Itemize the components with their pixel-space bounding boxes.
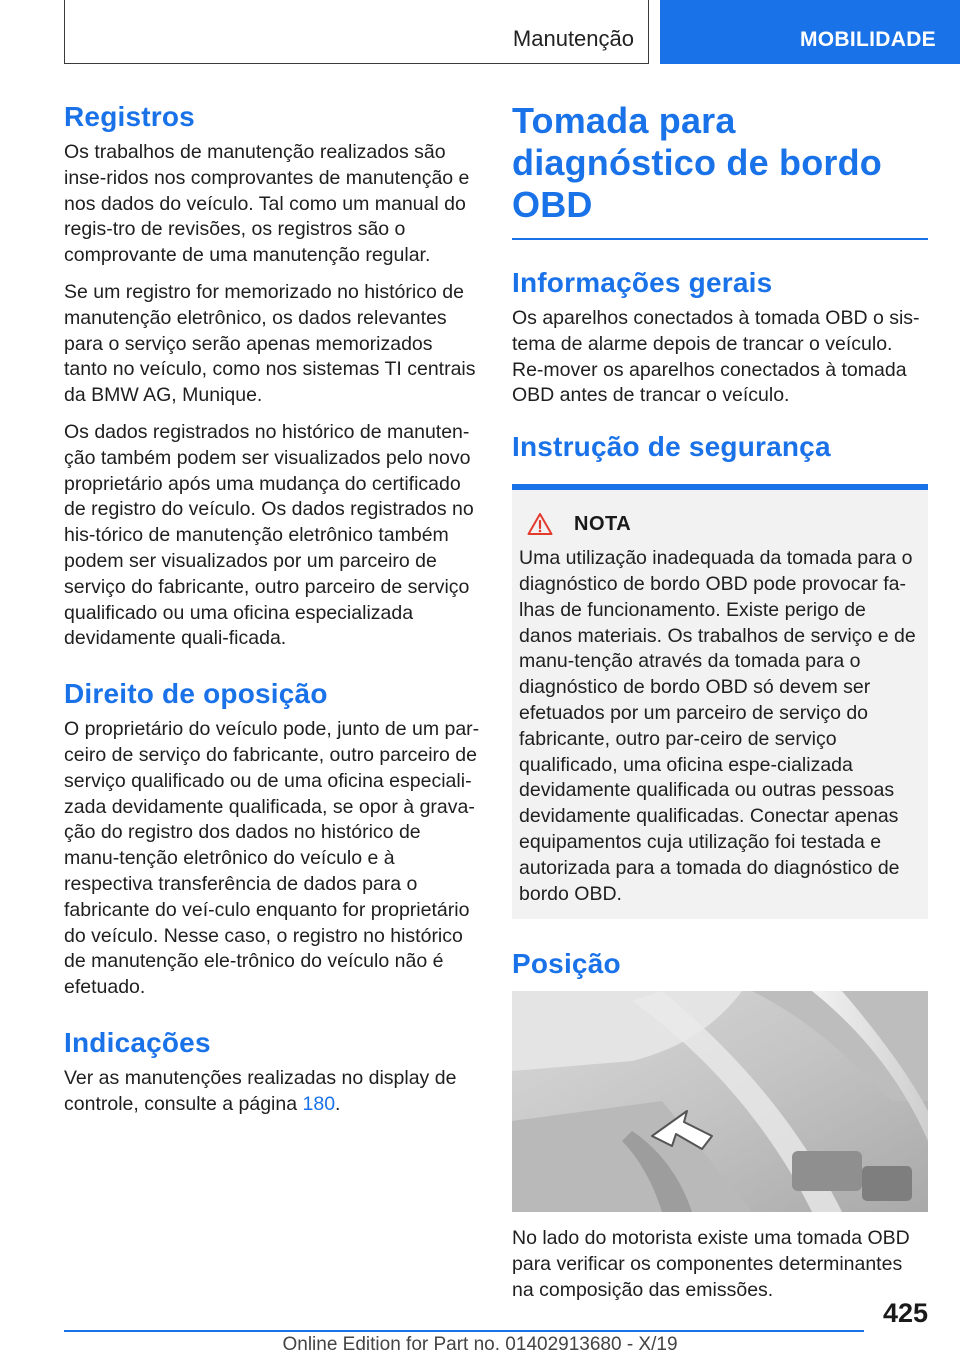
header-section-box: [64, 0, 649, 64]
informacoes-paragraph: Os aparelhos conectados à tomada OBD o sis-tema de alarme depois de trancar o veículo. Re-mover os aparelhos conectados à tomada OBD antes de trancar o veículo.: [512, 307, 920, 407]
right-column: [512, 100, 928, 1315]
heading-tomada-obd: Tomada para diagnóstico de bordo OBD: [512, 100, 882, 225]
note-text: Uma utilização inadequada da tomada para o diagnóstico de bordo OBD pode provocar fa-lhas de funcionamento. Existe perigo de danos materiais. Os trabalhos de serviço e de manu-tenção através da tomada para o diagnóstico de bordo OBD só devem ser efetuados por um parceiro de serviço do fabricante, outro par-ceiro de serviço qualificado, uma oficina espe-cializada devidamente qualificada ou outras pessoas devidamente qualificadas. Conectar apenas equipamentos cuja utilização foi testada e autorizada para a tomada do diagnóstico de bordo OBD.: [519, 547, 916, 905]
header-tab-mobilidade[interactable]: [660, 0, 960, 64]
note-header: [519, 512, 920, 536]
indicacoes-paragraph: [64, 1066, 480, 1118]
page-link-180[interactable]: 180: [302, 1092, 336, 1115]
indicacoes-text: Ver as manutenções realizadas no display de controle, consulte a página: [64, 1066, 457, 1115]
heading-divider: [512, 238, 928, 240]
indicacoes-text-end: .: [335, 1092, 341, 1115]
registros-paragraph-2: Se um registro for memorizado no histórico de manutenção eletrônico, os dados relevantes para o serviço serão apenas memorizados tanto no veículo, como nos sistemas TI centrais da BMW AG, Munique.: [64, 280, 476, 407]
heading-instrucao-de-seguranca: Instrução de segurança: [512, 431, 831, 463]
heading-indicacoes: Indicações: [64, 1026, 211, 1058]
posicao-caption: No lado do motorista existe uma tomada OBD para verificar os componentes determinantes na composição das emissões.: [512, 1227, 910, 1301]
footer-edition: Online Edition for Part no. 01402913680 - X/19: [282, 1334, 678, 1355]
footer-divider: [64, 1330, 864, 1332]
registros-paragraph-1: Os trabalhos de manutenção realizados são inse-ridos nos comprovantes de manutenção e nos dados do veículo. Tal como um manual do regis-tro de revisões, os registros são o comprovante de uma manutenção regular.: [64, 141, 470, 267]
warning-triangle-icon: [527, 512, 553, 536]
registros-paragraph-3: Os dados registrados no histórico de manuten-ção também podem ser visualizados pelo novo proprietário após uma mudança do certificado de registro do veículo. Os dados registrados no his-tórico de manutenção eletrônico também podem ser visualizados por um parceiro de serviço do fabricante, outro parceiro de serviço qualificado ou uma oficina especializada devidamente quali-ficada.: [64, 420, 474, 650]
header-tab-label: MOBILIDADE: [800, 28, 936, 51]
obd-location-photo: [512, 991, 928, 1212]
page-number: 425: [882, 1298, 928, 1328]
note-title: NOTA: [574, 512, 632, 535]
left-column: [64, 100, 480, 1129]
header-section-title: Manutenção: [512, 26, 634, 51]
heading-registros: Registros: [64, 101, 195, 132]
direito-paragraph: O proprietário do veículo pode, junto de um par-ceiro de serviço do fabricante, outro parceiro de serviço qualificado ou de uma oficina especiali-zada devidamente qualificada, se opor à grava-ção do registro dos dados no histórico de manu-tenção eletrônico do veículo e à respectiva transferência de dados para o fabricante do veí-culo enquanto for proprietário do veículo. Nesse caso, o registro no histórico de manutenção ele-trônico do veículo não é efetuado.: [64, 718, 480, 999]
heading-direito-de-oposicao: Direito de oposição: [64, 678, 328, 710]
safety-note-box: [512, 484, 928, 919]
heading-informacoes-gerais: Informações gerais: [512, 267, 773, 298]
heading-posicao: Posição: [512, 948, 621, 980]
